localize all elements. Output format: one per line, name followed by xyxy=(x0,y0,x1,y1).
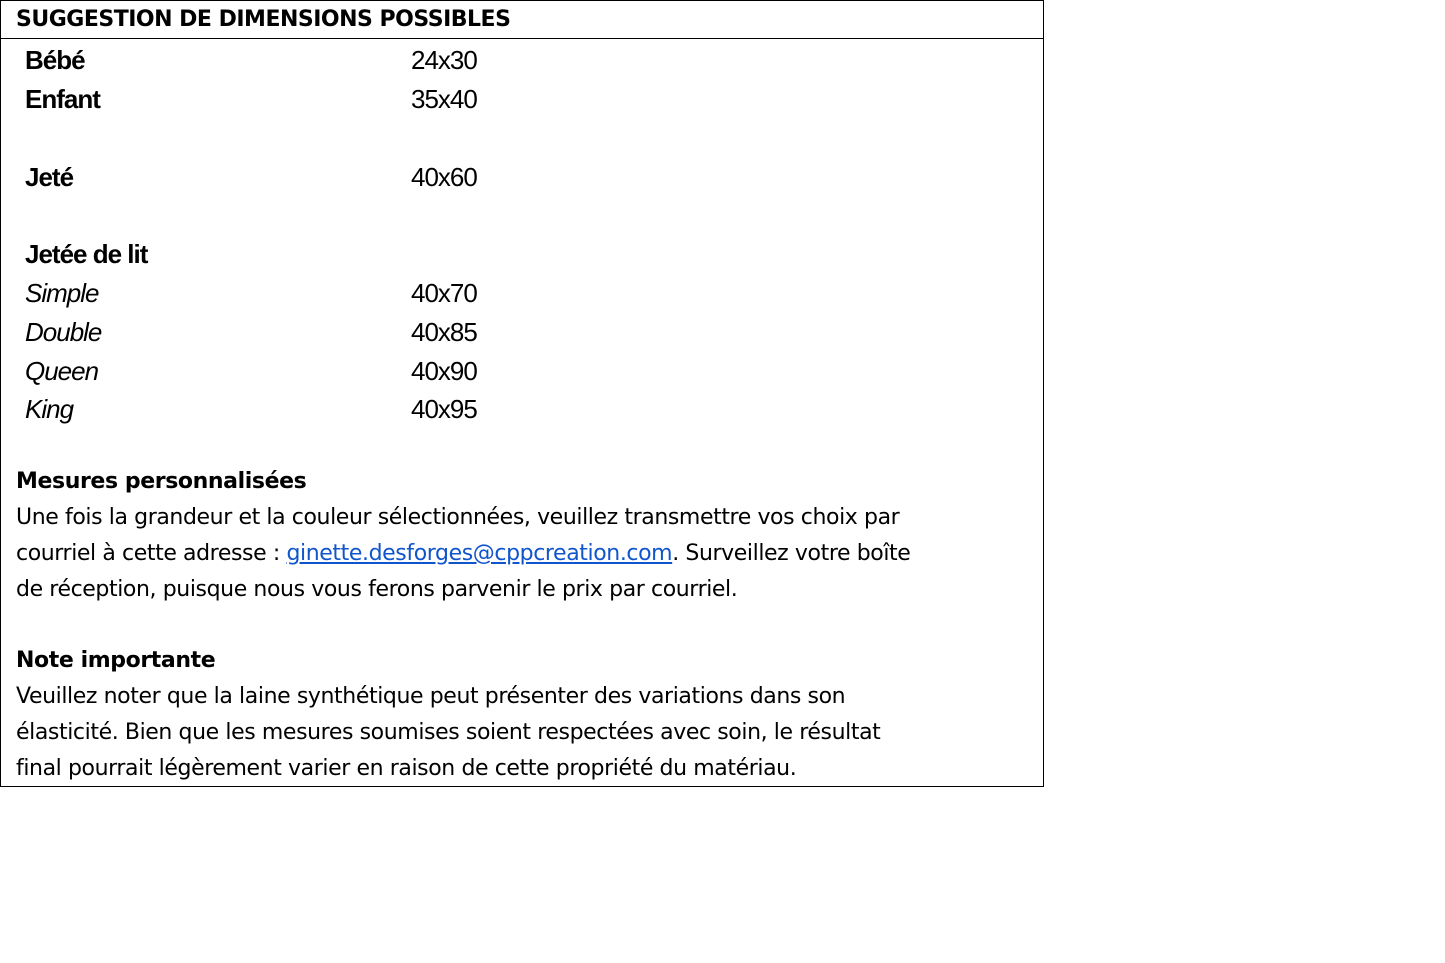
size-name: Jeté xyxy=(25,162,74,192)
section-heading: Jetée de lit xyxy=(25,239,148,269)
important-note-section xyxy=(16,643,1036,787)
size-row-bebe xyxy=(25,42,725,78)
custom-measures-section xyxy=(16,464,1036,608)
size-row-jete xyxy=(25,159,725,195)
size-value: 40x85 xyxy=(411,317,477,347)
custom-measures-heading: Mesures personnalisées xyxy=(16,469,307,494)
size-row-enfant xyxy=(25,81,725,117)
size-name: Queen xyxy=(25,356,99,386)
size-name: King xyxy=(25,394,74,424)
custom-measures-line: de réception, puisque nous vous ferons parvenir le prix par courriel. xyxy=(16,577,738,602)
custom-measures-line: Une fois la grandeur et la couleur sélectionnées, veuillez transmettre vos choix par xyxy=(16,505,900,530)
custom-measures-text: . Surveillez votre boîte xyxy=(672,541,911,566)
size-row-double xyxy=(25,314,725,350)
custom-measures-line xyxy=(16,536,1036,572)
size-row-queen xyxy=(25,353,725,389)
bed-throw-heading xyxy=(25,236,725,272)
size-row-simple xyxy=(25,275,725,311)
size-value: 40x60 xyxy=(411,162,477,192)
custom-measures-text: courriel à cette adresse : xyxy=(16,541,287,566)
size-value: 35x40 xyxy=(411,84,477,114)
email-link[interactable]: ginette.desforges@cppcreation.com xyxy=(286,541,673,566)
size-value: 40x70 xyxy=(411,278,477,308)
size-name: Enfant xyxy=(25,84,100,114)
size-row-king xyxy=(25,391,725,427)
important-note-heading: Note importante xyxy=(16,648,216,673)
size-name: Simple xyxy=(25,278,99,308)
size-value: 40x90 xyxy=(411,356,477,386)
size-value: 24x30 xyxy=(411,45,477,75)
size-value: 40x95 xyxy=(411,394,477,424)
important-note-line: Veuillez noter que la laine synthétique peut présenter des variations dans son xyxy=(16,684,846,709)
size-name: Bébé xyxy=(25,45,85,75)
size-name: Double xyxy=(25,317,102,347)
important-note-line: élasticité. Bien que les mesures soumises soient respectées avec soin, le résultat xyxy=(16,720,881,745)
important-note-line: final pourrait légèrement varier en raison de cette propriété du matériau. xyxy=(16,756,797,781)
document-header-title: SUGGESTION DE DIMENSIONS POSSIBLES xyxy=(1,1,1043,39)
